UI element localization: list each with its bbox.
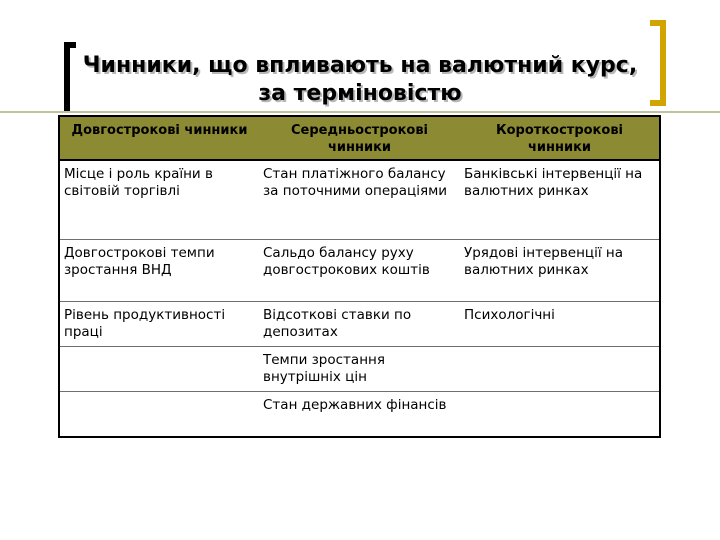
- table-row: [59, 160, 660, 240]
- table-cell: [59, 392, 259, 438]
- table-cell: [460, 392, 660, 438]
- table-cell: Відсоткові ставки по депозитах: [259, 302, 460, 347]
- table-header-row: [59, 116, 660, 160]
- table-cell: Психологічні: [460, 302, 660, 347]
- table-cell: Стан платіжного балансу за поточними операціями: [259, 160, 460, 240]
- left-bracket-decoration: [64, 42, 76, 112]
- table-cell: Банківські інтервенції на валютних ринках: [460, 160, 660, 240]
- table-row: [59, 392, 660, 438]
- table-cell: Довгострокові темпи зростання ВНД: [59, 240, 259, 302]
- header-medium-term: Середньострокові чинники: [259, 116, 460, 160]
- table-cell: Сальдо балансу руху довгострокових коштів: [259, 240, 460, 302]
- table-cell: [59, 347, 259, 392]
- header-short-term: Короткострокові чинники: [460, 116, 660, 160]
- header-long-term: Довгострокові чинники: [59, 116, 259, 160]
- table-row: [59, 240, 660, 302]
- accent-line: [0, 111, 720, 113]
- table-cell: Урядові інтервенції на валютних ринках: [460, 240, 660, 302]
- right-bracket-decoration: [650, 20, 666, 106]
- table-cell: Стан державних фінансів: [259, 392, 460, 438]
- table-cell: Темпи зростання внутрішніх цін: [259, 347, 460, 392]
- slide-title: Чинники, що впливають на валютний курс, за терміновістю: [82, 53, 638, 106]
- factors-table: [58, 115, 661, 438]
- table-cell: [460, 347, 660, 392]
- table-cell: Рівень продуктивності праці: [59, 302, 259, 347]
- table-row: [59, 302, 660, 347]
- table-row: [59, 347, 660, 392]
- table-cell: Місце і роль країни в світовій торгівлі: [59, 160, 259, 240]
